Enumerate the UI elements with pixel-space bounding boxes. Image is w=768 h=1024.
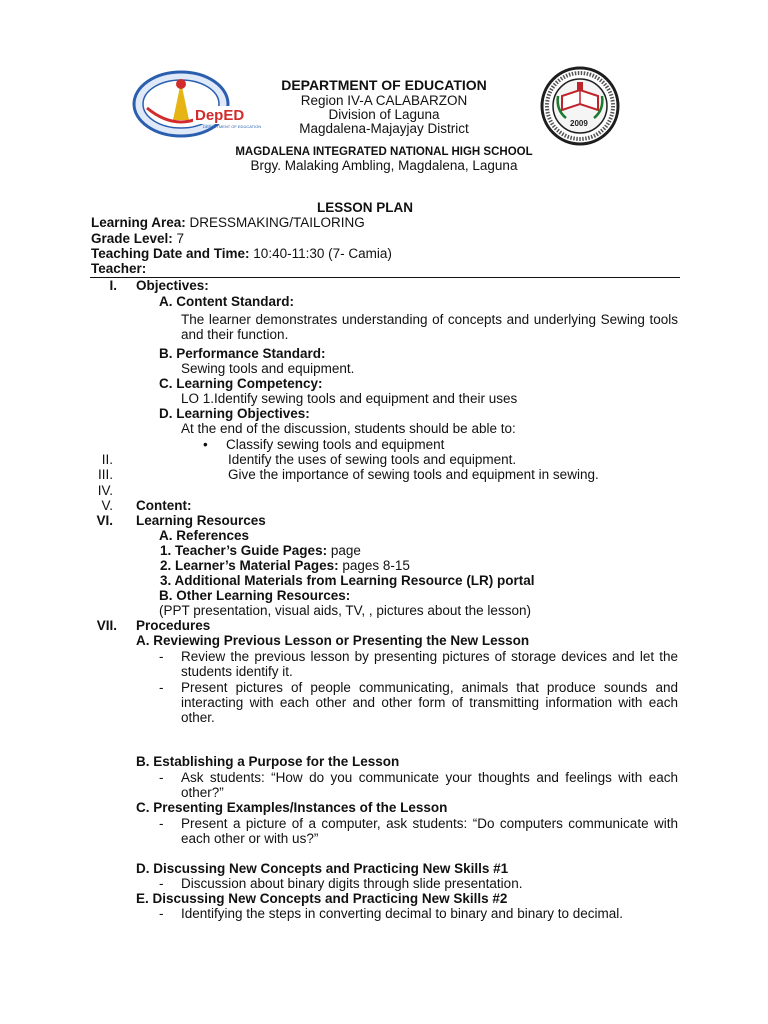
procedure-c-item: Present a picture of a computer, ask students: “Do computers communicate with each other or with us?”: [181, 816, 678, 846]
procedure-d-heading: D. Discussing New Concepts and Practicing New Skills #1: [136, 861, 509, 876]
other-resources-text: (PPT presentation, visual aids, TV, , pictures about the lesson): [159, 603, 531, 618]
department-title: DEPARTMENT OF EDUCATION: [281, 77, 487, 93]
procedure-e-heading: E. Discussing New Concepts and Practicing New Skills #2: [136, 891, 508, 906]
bullet-icon: •: [203, 437, 208, 452]
dash: -: [159, 906, 164, 921]
learning-competency-heading: C. Learning Competency:: [159, 376, 323, 391]
lesson-plan-title: LESSON PLAN: [317, 200, 414, 215]
reference-item: 2. Learner’s Material Pages: pages 8-15: [160, 558, 410, 573]
objective-item: Identify the uses of sewing tools and equipment.: [228, 452, 517, 467]
other-resources-heading: B. Other Learning Resources:: [159, 588, 351, 603]
procedure-a-item: Present pictures of people communicating, animals that produce sounds and interacting with each other and other form of transmitting information with each other.: [181, 680, 678, 725]
procedure-b-item: Ask students: “How do you communicate your thoughts and feelings with each other?”: [181, 770, 678, 800]
dash: -: [159, 816, 164, 831]
learning-area: Learning Area: DRESSMAKING/TAILORING: [91, 215, 365, 230]
learning-competency-text: LO 1.Identify sewing tools and equipment and their uses: [181, 391, 518, 406]
objective-item: Give the importance of sewing tools and equipment in sewing.: [228, 467, 599, 482]
region-line: Region IV-A CALABARZON: [300, 93, 468, 108]
learning-resources-heading: Learning Resources: [136, 513, 266, 528]
content-standard-text: The learner demonstrates understanding of concepts and underlying Sewing tools and their function.: [181, 312, 678, 342]
division-line: Division of Laguna: [328, 107, 440, 122]
reference-item: 3. Additional Materials from Learning Resource (LR) portal: [160, 573, 535, 588]
grade-level: Grade Level: 7: [91, 231, 185, 246]
procedures-heading: Procedures: [136, 618, 211, 633]
dash: -: [159, 770, 164, 785]
deped-brand: DepED: [195, 107, 245, 124]
dash: -: [159, 649, 164, 664]
content-heading: Content:: [136, 498, 192, 513]
objective-item: Classify sewing tools and equipment: [226, 437, 445, 452]
procedure-c-heading: C. Presenting Examples/Instances of the Lesson: [136, 800, 448, 815]
learning-objectives-heading: D. Learning Objectives:: [159, 406, 310, 421]
procedure-b-heading: B. Establishing a Purpose for the Lesson: [136, 754, 400, 769]
procedure-a-heading: A. Reviewing Previous Lesson or Presenting the New Lesson: [136, 633, 530, 648]
district-line: Magdalena-Majayjay District: [299, 121, 469, 136]
teaching-date-time: Teaching Date and Time: 10:40-11:30 (7- Camia): [91, 246, 392, 261]
procedure-a-item: Review the previous lesson by presenting pictures of storage devices and let the students identify it.: [181, 649, 678, 679]
svg-text:DEPARTMENT OF EDUCATION: DEPARTMENT OF EDUCATION: [203, 124, 262, 129]
references-heading: A. References: [159, 528, 250, 543]
dash: -: [159, 876, 164, 891]
performance-standard-text: Sewing tools and equipment.: [181, 361, 355, 376]
objectives-heading: Objectives:: [136, 278, 209, 293]
dash: -: [159, 680, 164, 695]
content-standard-heading: A. Content Standard:: [159, 294, 294, 309]
school-address: Brgy. Malaking Ambling, Magdalena, Laguna: [250, 158, 518, 173]
reference-item: 1. Teacher’s Guide Pages: page: [160, 543, 361, 558]
procedure-e-item: Identifying the steps in converting decimal to binary and binary to decimal.: [181, 906, 623, 921]
svg-text:2009: 2009: [570, 119, 588, 128]
school-name: MAGDALENA INTEGRATED NATIONAL HIGH SCHOOL: [235, 146, 533, 158]
teacher: Teacher:: [91, 261, 147, 276]
learning-objectives-intro: At the end of the discussion, students should be able to:: [181, 421, 516, 436]
performance-standard-heading: B. Performance Standard:: [159, 346, 326, 361]
procedure-d-item: Discussion about binary digits through slide presentation.: [181, 876, 523, 891]
